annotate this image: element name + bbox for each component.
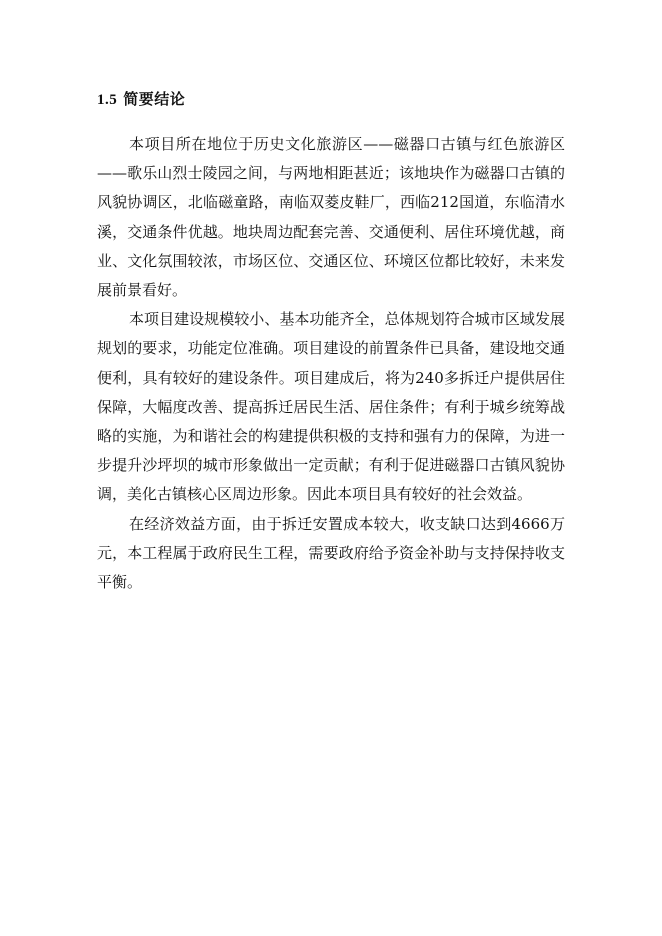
- section-number: 1.5: [97, 92, 118, 108]
- body-text: [97, 130, 565, 597]
- paragraph-economic-benefit: 在经济效益方面，由于拆迁安置成本较大，收支缺口达到4666万元，本工程属于政府民生工程，需要政府给予资金补助与支持保持收支平衡。: [97, 514, 565, 592]
- section-title: 简要结论: [123, 90, 186, 108]
- paragraph-location: 本项目所在地位于历史文化旅游区——磁器口古镇与红色旅游区——歌乐山烈士陵园之间，与两地相距甚近；该地块作为磁器口古镇的风貌协调区，北临磁童路，南临双菱皮鞋厂，西临212国道，东临清水溪，交通条件优越。地块周边配套完善、交通便利、居住环境优越，商业、文化氛围较浓，市场区位、交通区位、环境区位都比较好，未来发展前景看好。: [97, 135, 565, 300]
- paragraph-social-benefit: 本项目建设规模较小、基本功能齐全，总体规划符合城市区域发展规划的要求，功能定位准确。项目建设的前置条件已具备，建设地交通便利，具有较好的建设条件。项目建成后，将为240多拆迁户提供居住保障，大幅度改善、提高拆迁居民生活、居住条件；有利于城乡统筹战略的实施，为和谐社会的构建提供积极的支持和强有力的保障，为进一步提升沙坪坝的城市形象做出一定贡献；有利于促进磁器口古镇风貌协调，美化古镇核心区周边形象。因此本项目具有较好的社会效益。: [97, 310, 565, 504]
- section-heading: [97, 88, 185, 109]
